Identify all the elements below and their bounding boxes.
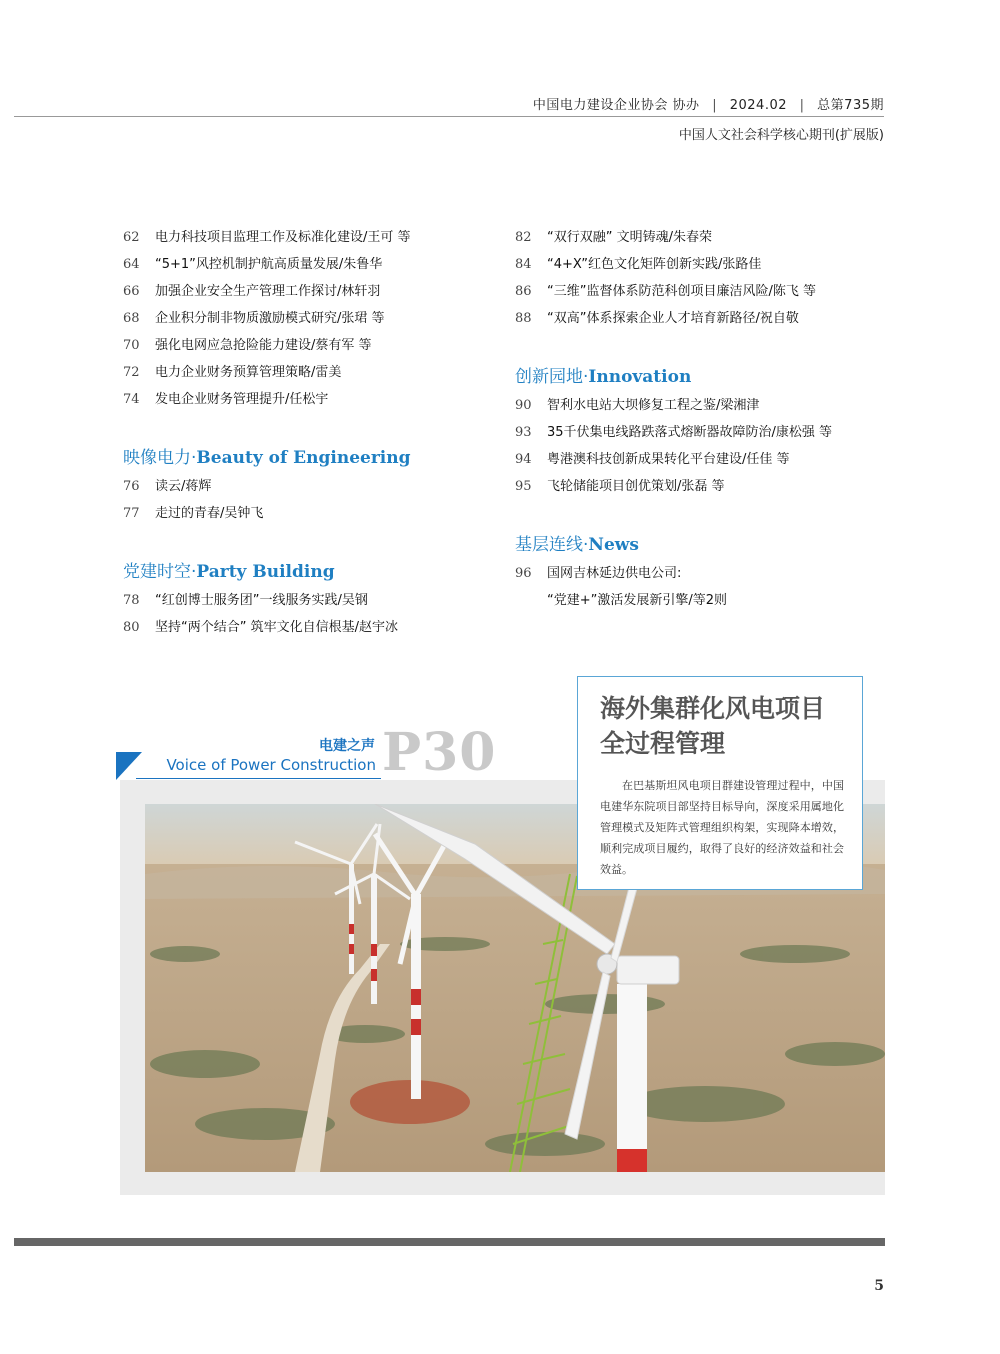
toc-title: 智利水电站大坝修复工程之鉴/梁湘津 <box>547 398 760 413</box>
toc-entry[interactable] <box>515 280 816 299</box>
separator: | <box>712 98 718 113</box>
toc-entry[interactable] <box>515 562 681 581</box>
toc-title: 国网吉林延边供电公司: <box>547 566 682 581</box>
issue-number: 总第735期 <box>817 98 884 113</box>
toc-entry[interactable] <box>123 475 211 494</box>
toc-title: “三维”监督体系防范科创项目廉洁风险/陈飞 等 <box>547 284 816 299</box>
toc-entry[interactable] <box>123 589 368 608</box>
toc-title: 企业积分制非物质激励模式研究/张珺 等 <box>155 311 385 326</box>
section-en: Party Building <box>196 562 335 582</box>
section-cn: 映像电力 <box>123 448 191 468</box>
toc-title: 读云/蒋辉 <box>155 479 212 494</box>
toc-page-number: 82 <box>515 230 532 245</box>
separator: | <box>799 98 805 113</box>
section-heading-news <box>515 530 639 555</box>
toc-entry[interactable] <box>515 394 759 413</box>
feature-column-en: Voice of Power Construction <box>166 756 376 774</box>
toc-page-number: 62 <box>123 230 140 245</box>
toc-page-number: 90 <box>515 398 532 413</box>
toc-title: 35千伏集电线路跌落式熔断器故障防治/康松强 等 <box>547 425 833 440</box>
toc-page-number: 86 <box>515 284 532 299</box>
journal-rank: 中国人文社会科学核心期刊(扩展版) <box>678 128 884 143</box>
section-cn: 党建时空 <box>123 562 191 582</box>
toc-title: “党建+”激活发展新引擎/等2则 <box>547 593 728 608</box>
toc-title: “双行双融” 文明铸魂/朱春荣 <box>547 230 712 245</box>
feature-title-line1: 海外集群化风电项目 <box>600 694 826 723</box>
toc-page-number: 68 <box>123 311 140 326</box>
toc-page-number: 78 <box>123 593 140 608</box>
toc-page-number: 74 <box>123 392 140 407</box>
toc-entry[interactable] <box>123 226 411 245</box>
toc-page-number: 93 <box>515 425 532 440</box>
toc-title: 发电企业财务管理提升/任松宇 <box>155 392 329 407</box>
toc-title: “5+1”风控机制护航高质量发展/朱鲁华 <box>155 257 383 272</box>
toc-entry[interactable] <box>515 475 725 494</box>
toc-entry[interactable] <box>123 280 380 299</box>
toc-title: 粤港澳科技创新成果转化平台建设/任佳 等 <box>547 452 790 467</box>
feature-rule <box>136 778 381 779</box>
toc-title: “双高”体系探索企业人才培育新路径/祝自敬 <box>547 311 799 326</box>
toc-entry[interactable] <box>515 307 799 326</box>
toc-page-number: 66 <box>123 284 140 299</box>
section-dot: · <box>583 535 589 555</box>
feature-article-card[interactable] <box>577 676 863 890</box>
section-en: Innovation <box>588 367 692 387</box>
toc-entry[interactable] <box>123 307 385 326</box>
toc-title: 强化电网应急抢险能力建设/蔡有军 等 <box>155 338 372 353</box>
issue-date: 2024.02 <box>729 98 787 113</box>
section-heading-beauty <box>123 443 411 468</box>
toc-entry[interactable] <box>515 448 790 467</box>
footer-bar <box>14 1238 885 1246</box>
toc-title: “红创博士服务团”一线服务实践/吴钢 <box>155 593 368 608</box>
toc-page-number: 76 <box>123 479 140 494</box>
toc-page-number: 77 <box>123 506 140 521</box>
feature-column-cn: 电建之声 <box>319 738 375 754</box>
toc-title: 电力企业财务预算管理策略/雷美 <box>155 365 342 380</box>
toc-entry[interactable] <box>515 421 832 440</box>
toc-page-number: 64 <box>123 257 140 272</box>
section-heading-party <box>123 557 335 582</box>
toc-page-number: 88 <box>515 311 532 326</box>
feature-corner-triangle <box>116 752 142 780</box>
toc-page-number: 96 <box>515 566 532 581</box>
toc-title: 坚持“两个结合” 筑牢文化自信根基/赵宇冰 <box>155 620 398 635</box>
feature-summary: 在巴基斯坦风电项目群建设管理过程中，中国电建华东院项目部坚持目标导向，深度采用属地化管理模式及矩阵式管理组织构架，实现降本增效，顺利完成项目履约，取得了良好的经济效益和社会效益。 <box>600 779 844 876</box>
section-en: Beauty of Engineering <box>196 448 411 468</box>
toc-entry[interactable] <box>123 616 398 635</box>
toc-entry[interactable] <box>123 253 382 272</box>
feature-title <box>600 691 850 761</box>
toc-entry[interactable] <box>123 361 341 380</box>
co-organizer: 中国电力建设企业协会 协办 <box>532 98 700 113</box>
toc-entry[interactable] <box>515 253 761 272</box>
toc-entry[interactable] <box>123 334 372 353</box>
toc-title: 走过的青春/吴钟飞 <box>155 506 264 521</box>
page-number: 5 <box>874 1278 884 1294</box>
section-heading-innovation <box>515 362 691 387</box>
feature-title-line2: 全过程管理 <box>600 729 726 758</box>
toc-title: 飞轮储能项目创优策划/张磊 等 <box>547 479 725 494</box>
toc-title: 加强企业安全生产管理工作探讨/林轩羽 <box>155 284 381 299</box>
header-rule <box>14 116 884 117</box>
toc-title: “4+X”红色文化矩阵创新实践/张路佳 <box>547 257 762 272</box>
toc-entry[interactable] <box>515 589 727 608</box>
toc-page-number: 70 <box>123 338 140 353</box>
section-cn: 创新园地 <box>515 367 583 387</box>
section-dot: · <box>191 562 197 582</box>
masthead-line <box>533 94 884 113</box>
section-cn: 基层连线 <box>515 535 583 555</box>
section-en: News <box>588 535 639 555</box>
section-dot: · <box>191 448 197 468</box>
toc-entry[interactable] <box>515 226 712 245</box>
section-dot: · <box>583 367 589 387</box>
toc-page-number: 84 <box>515 257 532 272</box>
toc-entry[interactable] <box>123 502 263 521</box>
toc-entry[interactable] <box>123 388 328 407</box>
toc-page-number: 72 <box>123 365 140 380</box>
toc-page-number: 95 <box>515 479 532 494</box>
toc-page-number: 94 <box>515 452 532 467</box>
toc-page-number: 80 <box>123 620 140 635</box>
feature-page-number[interactable]: P30 <box>382 722 497 783</box>
toc-title: 电力科技项目监理工作及标准化建设/王可 等 <box>155 230 411 245</box>
